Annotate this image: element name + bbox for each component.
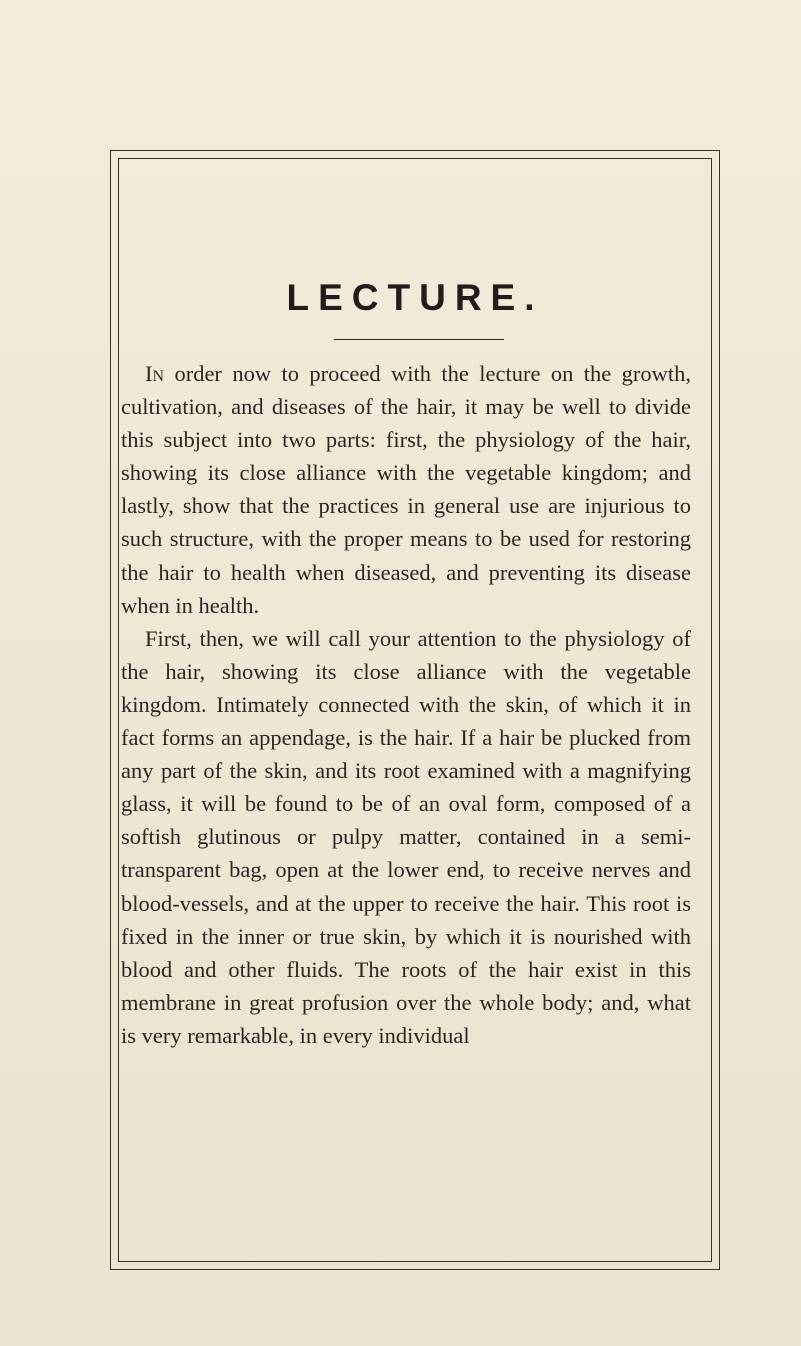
page-border-inner	[118, 158, 712, 1262]
heading-rule	[334, 339, 504, 340]
page-border-outer	[110, 150, 720, 1270]
lecture-body	[121, 357, 691, 1052]
paragraph-lead-word: In	[145, 361, 165, 386]
lecture-heading: LECTURE.	[286, 277, 544, 318]
paragraph-1	[121, 357, 691, 622]
paragraph-1-text: order now to proceed with the lecture on the growth, cultivation, and diseases of the hair, it may be well to divide this subject into two parts: first, the physiology of the hair, showing its close alliance with the vegetable kingdom; and lastly, show that the practices in general use are injurious to such structure, with the proper means to be used for restoring the hair to health when diseased, and preventing its disease when in health.	[121, 361, 691, 618]
paragraph-2: First, then, we will call your attention to the physiology of the hair, showing its close alliance with the vegetable kingdom. Intimately connected with the skin, of which it in fact forms an appendage, is the hair. If a hair be plucked from any part of the skin, and its root examined with a magnifying glass, it will be found to be of an oval form, composed of a softish glutinous or pulpy matter, contained in a semi-transparent bag, open at the lower end, to receive nerves and blood-vessels, and at the upper to receive the hair. This root is fixed in the inner or true skin, by which it is nourished with blood and other fluids. The roots of the hair exist in this membrane in great profusion over the whole body; and, what is very remarkable, in every individual	[121, 625, 691, 1048]
